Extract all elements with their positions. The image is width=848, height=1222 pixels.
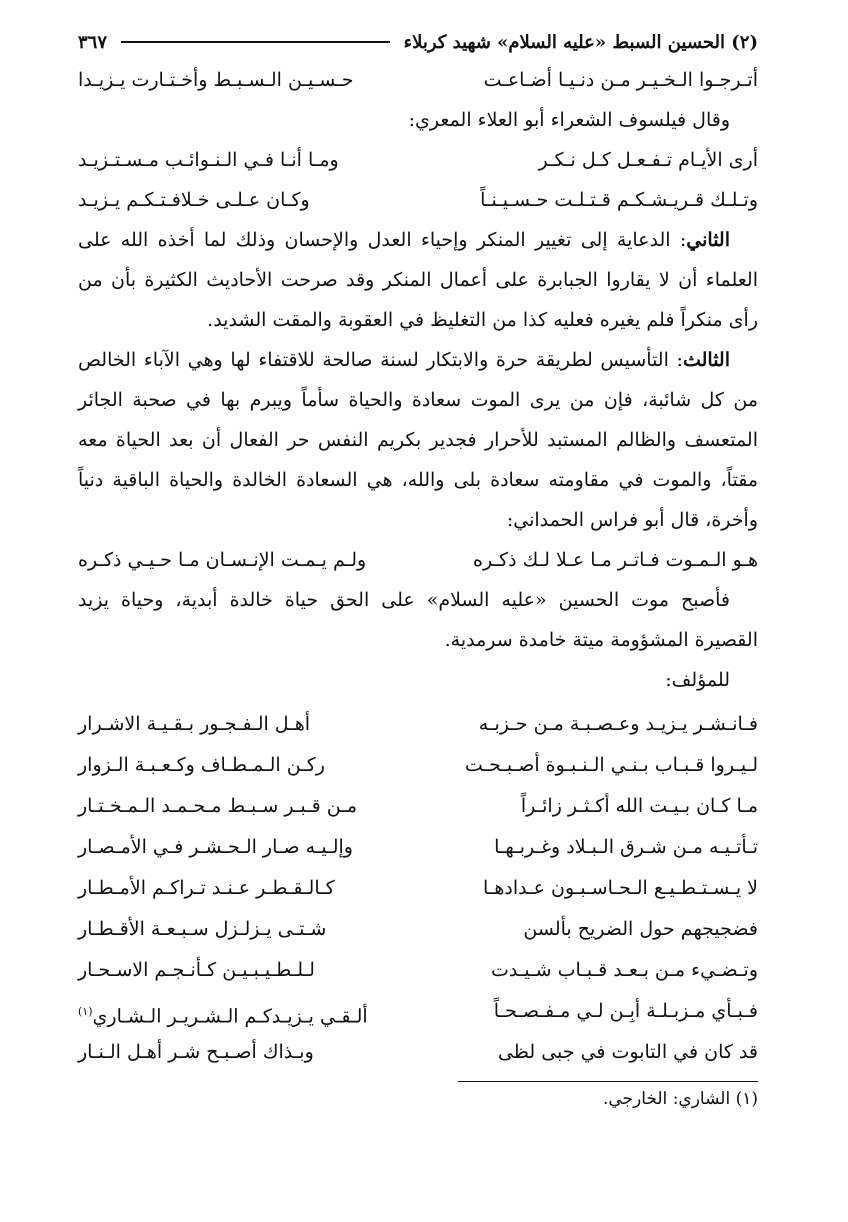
author-label: للمؤلف: bbox=[665, 669, 730, 691]
poem-verse bbox=[78, 1032, 758, 1073]
poem-second-hemistich: وبـذاك أصـبـح شـر أهـل الـنـار bbox=[78, 1041, 314, 1063]
verse-first-hemistich: أتـرجـوا الـخـيـر مـن دنـيـا أضـاعـت bbox=[483, 69, 758, 91]
poem-hemistich-text: ألـقـي يـزيـدكـم الـشـريـر الـشـاري bbox=[92, 1005, 368, 1028]
paragraph-fourth: فأصبح موت الحسين «عليه السلام» على الحق حياة خالدة أبدية، وحياة يزيد القصيرة المشؤومة ميتة خامدة سرمدية. bbox=[78, 589, 758, 651]
poem-verse bbox=[78, 704, 758, 745]
verse-second-hemistich: وكـان عـلـى خـلافـتـكـم يـزيـد bbox=[78, 189, 310, 211]
poem-second-hemistich: ركـن الـمـطـاف وكـعـبـة الـزوار bbox=[78, 754, 325, 776]
intro-maarri: وقال فيلسوف الشعراء أبو العلاء المعري: bbox=[408, 109, 730, 131]
footnote: (١) الشاري: الخارجي. bbox=[602, 1089, 758, 1109]
poem-verse bbox=[78, 745, 758, 786]
verse-line bbox=[78, 180, 758, 220]
poem-verse bbox=[78, 909, 758, 950]
poem-second-hemistich: لـلـطـيـبـيـن كـأنـجـم الاسـحـار bbox=[78, 959, 315, 981]
paragraph-third bbox=[78, 340, 758, 540]
footnote-marker: (١) bbox=[78, 1005, 93, 1018]
page-number: ٣٦٧ bbox=[78, 31, 108, 53]
verse-first-hemistich: أرى الأيـام تـفـعـل كـل نـكـر bbox=[538, 149, 758, 171]
verse-line bbox=[78, 60, 758, 100]
poem-second-hemistich: شـتـى يـزلـزل سـبـعـة الأقـطـار bbox=[78, 918, 327, 940]
poem-first-hemistich: فضجيجهم حول الضريح بألسن bbox=[523, 918, 758, 940]
poem-second-hemistich: كـالـقـطـر عـنـد تـراكـم الأمـطـار bbox=[78, 877, 335, 899]
poem-first-hemistich: مـا كـان بـيـت الله أكـثـر زائـراً bbox=[520, 795, 758, 817]
verse-line bbox=[78, 140, 758, 180]
poem-second-hemistich: أهـل الـفـجـور بـقـيـة الاشـرار bbox=[78, 713, 311, 735]
paragraph-second bbox=[78, 220, 758, 340]
paragraph-text: : الدعاية إلى تغيير المنكر وإحياء العدل والإحسان وذلك لما أخذه الله على العلماء أن لا يقاروا الجبابرة على أعمال المنكر وقد صرحت الأحاديث الكثيرة بأن من رأى منكراً فلم يغيره فعليه كذا من التغليظ في العقوبة والمقت الشديد. bbox=[78, 229, 758, 331]
verse-second-hemistich: حـسـيـن الـسـبـط وأخـتـارت يـزيـدا bbox=[78, 69, 354, 91]
poem-second-hemistich: وإلـيـه صـار الـحـشـر فـي الأمـصـار bbox=[78, 836, 353, 858]
poem-first-hemistich: لـيـروا قـبـاب بـنـي الـنـبـوة أصـبـحـت bbox=[464, 754, 758, 776]
poem-verse bbox=[78, 786, 758, 827]
verse-first-hemistich: هـو الـمـوت فـاتـر مـا عـلا لـك ذكـره bbox=[473, 549, 758, 571]
poem-first-hemistich: قد كان في التابوت في جبى لظى bbox=[497, 1041, 758, 1063]
poem-first-hemistich: فـبـأي مـزبـلـة أبِـن لـي مـفـصـحـاً bbox=[493, 1000, 758, 1022]
poem-second-hemistich: مـن قـبـر سـبـط مـحـمـد الـمـخـتـار bbox=[78, 795, 357, 817]
poem-second-hemistich bbox=[78, 991, 426, 1037]
header-title: (٢) الحسين السبط «عليه السلام» شهيد كربلاء bbox=[403, 31, 758, 53]
verse-second-hemistich: ومـا أنـا فـي الـنـوائـب مـسـتـزيـد bbox=[78, 149, 339, 171]
paragraph-lead: الثالث bbox=[682, 349, 730, 371]
poem-first-hemistich: تـأتـيـه مـن شـرق الـبـلاد وغـربـهـا bbox=[494, 836, 758, 858]
verse-line bbox=[78, 540, 758, 580]
poem-verse bbox=[78, 991, 758, 1032]
poem-verse bbox=[78, 827, 758, 868]
poem-verse bbox=[78, 950, 758, 991]
poem-first-hemistich: لا يـسـتـطـيـع الـحـاسـبـون عـدادهـا bbox=[483, 877, 758, 899]
author-poem bbox=[78, 704, 758, 1073]
poem-first-hemistich: وتـضـيء مـن بـعـد قـبـاب شـيـدت bbox=[490, 959, 758, 981]
paragraph-text: : التأسيس لطريقة حرة والابتكار لسنة صالحة للاقتفاء لها وهي الآباء الخالص من كل شائبة، فإن من يرى الموت سعادة والحياة سأماً ويبرم بها في صحبة الجائر المتعسف والظالم المستبد للأحرار فجدير بكريم النفس حر الفعال أن بعد الحياة معه مقتاً، والموت في مقاومته سعادة بلى والله، هي السعادة الخالدة والحياة الباقية دنياً وأخرة، قال أبو فراس الحمداني: bbox=[78, 349, 758, 531]
verse-second-hemistich: ولـم يـمـت الإنـسـان مـا حـيـي ذكـره bbox=[78, 549, 367, 571]
verse-first-hemistich: وتـلـك قـريـشـكـم قـتـلـت حـسـيـنـاً bbox=[480, 189, 758, 211]
poem-verse bbox=[78, 868, 758, 909]
running-header bbox=[78, 24, 758, 60]
paragraph-lead: الثاني bbox=[686, 229, 730, 251]
header-rule bbox=[121, 41, 390, 43]
poem-first-hemistich: فـانـشـر يـزيـد وعـصـبـة مـن حـزبـه bbox=[478, 713, 758, 735]
